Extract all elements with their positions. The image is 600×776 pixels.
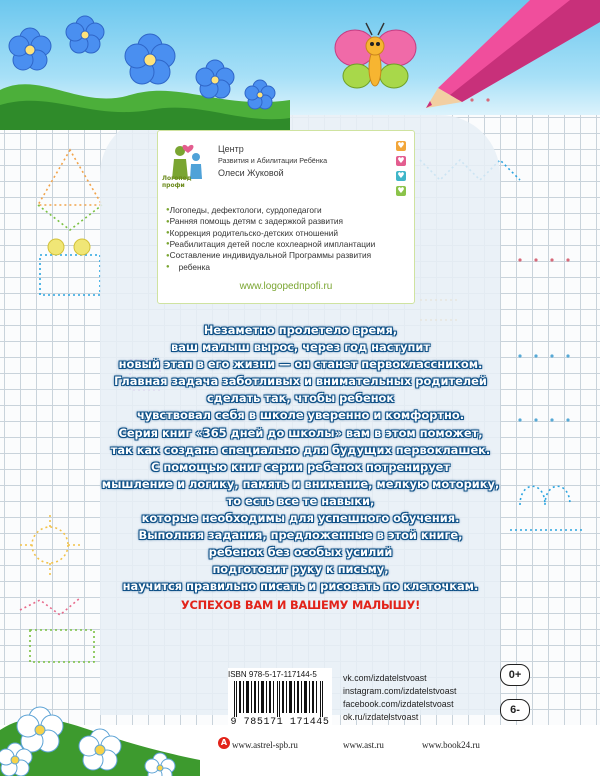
barcode-number: 9 785171 171445: [230, 717, 330, 728]
social-link-instagram[interactable]: instagram.com/izdatelstvoast: [343, 686, 457, 696]
age-rating-badge: 6-: [500, 699, 530, 721]
barcode-icon: [230, 681, 330, 717]
service-item-continuation: ● ребенка: [166, 262, 375, 273]
text-line: то есть все те навыки,: [226, 493, 375, 508]
text-line: Незаметно пролетело время,: [203, 323, 398, 337]
center-title: [218, 143, 327, 179]
services-list: [166, 205, 375, 273]
card-hearts: [396, 141, 408, 201]
service-item: ● Коррекция родительско-детских отношений: [166, 228, 375, 239]
center-title-line3: Олеси Жуковой: [218, 168, 284, 178]
center-info-card: [157, 130, 415, 304]
text-line: новый этап в его жизни — он станет первоклассником.: [118, 357, 483, 372]
heart-icon: ♥: [397, 141, 405, 150]
publisher-link[interactable]: www.astrel-spb.ru: [232, 740, 298, 750]
text-line: научится правильно писать и рисовать по клеточкам.: [122, 579, 479, 594]
text-line: чувствовал себя в школе уверенно и комфортно.: [136, 408, 465, 423]
service-item: ● Составление индивидуальной Программы развития: [166, 250, 375, 261]
center-website-link[interactable]: www.logopedпрofi.ru: [239, 281, 333, 292]
service-item: ● Логопеды, дефектологи, сурдопедагоги: [166, 205, 375, 216]
heart-icon: ♥: [397, 156, 405, 165]
main-description: [98, 322, 503, 596]
butterfly-icon: [333, 20, 418, 100]
age-rating-badge: 0+: [500, 664, 530, 686]
text-line: которые необходимы для успешного обучения.: [141, 511, 460, 526]
flowers-decoration-bottom: [0, 690, 200, 776]
flowers-decoration: [0, 0, 290, 130]
text-line: Главная задача заботливых и внимательных родителей: [114, 374, 487, 389]
publisher-logo-icon: A: [218, 737, 230, 749]
ast-link[interactable]: www.ast.ru: [343, 740, 384, 750]
service-item: ● Ранняя помощь детям с задержкой развития: [166, 216, 375, 227]
text-line: ваш малыш вырос, через год наступит: [171, 340, 430, 355]
text-line: так как создана специально для будущих первоклашек.: [110, 442, 491, 457]
text-line: Серия книг «365 дней до школы» вам в этом поможет,: [118, 425, 483, 440]
text-line: С помощью книг серии ребенок потренирует: [151, 459, 450, 474]
text-line: подготовит руку к письму,: [212, 562, 389, 577]
social-link-vk[interactable]: vk.com/izdatelstvoast: [343, 673, 427, 683]
social-link-ok[interactable]: ok.ru/izdatelstvoast: [343, 712, 419, 722]
heart-icon: ♥: [397, 171, 405, 180]
slogan: УСПЕХОВ ВАМ И ВАШЕМУ МАЛЫШУ!: [180, 598, 421, 612]
social-links: [343, 672, 456, 724]
book24-link[interactable]: www.book24.ru: [422, 740, 480, 750]
text-line: Выполняя задания, предложенные в этой книге,: [138, 528, 463, 543]
social-link-facebook[interactable]: facebook.com/izdatelstvoast: [343, 699, 454, 709]
center-title-line2: Развития и Абилитации Ребёнка: [218, 156, 328, 165]
center-title-line1: Центр: [218, 144, 244, 154]
pencil-icon: [420, 0, 600, 110]
logo-caption: Логопед профи: [162, 175, 192, 189]
isbn-label: ISBN 978-5-17-117144-5: [228, 670, 317, 679]
text-line: мышление и логику, память и внимание, мелкую моторику,: [101, 476, 500, 491]
text-line: ребенок без особых усилий: [208, 545, 393, 560]
heart-icon: ♥: [397, 186, 405, 195]
service-item: ● Реабилитация детей после кохлеарной имплантации: [166, 239, 375, 250]
barcode-block: [228, 668, 332, 730]
text-line: сделать так, чтобы ребенок: [206, 391, 395, 406]
